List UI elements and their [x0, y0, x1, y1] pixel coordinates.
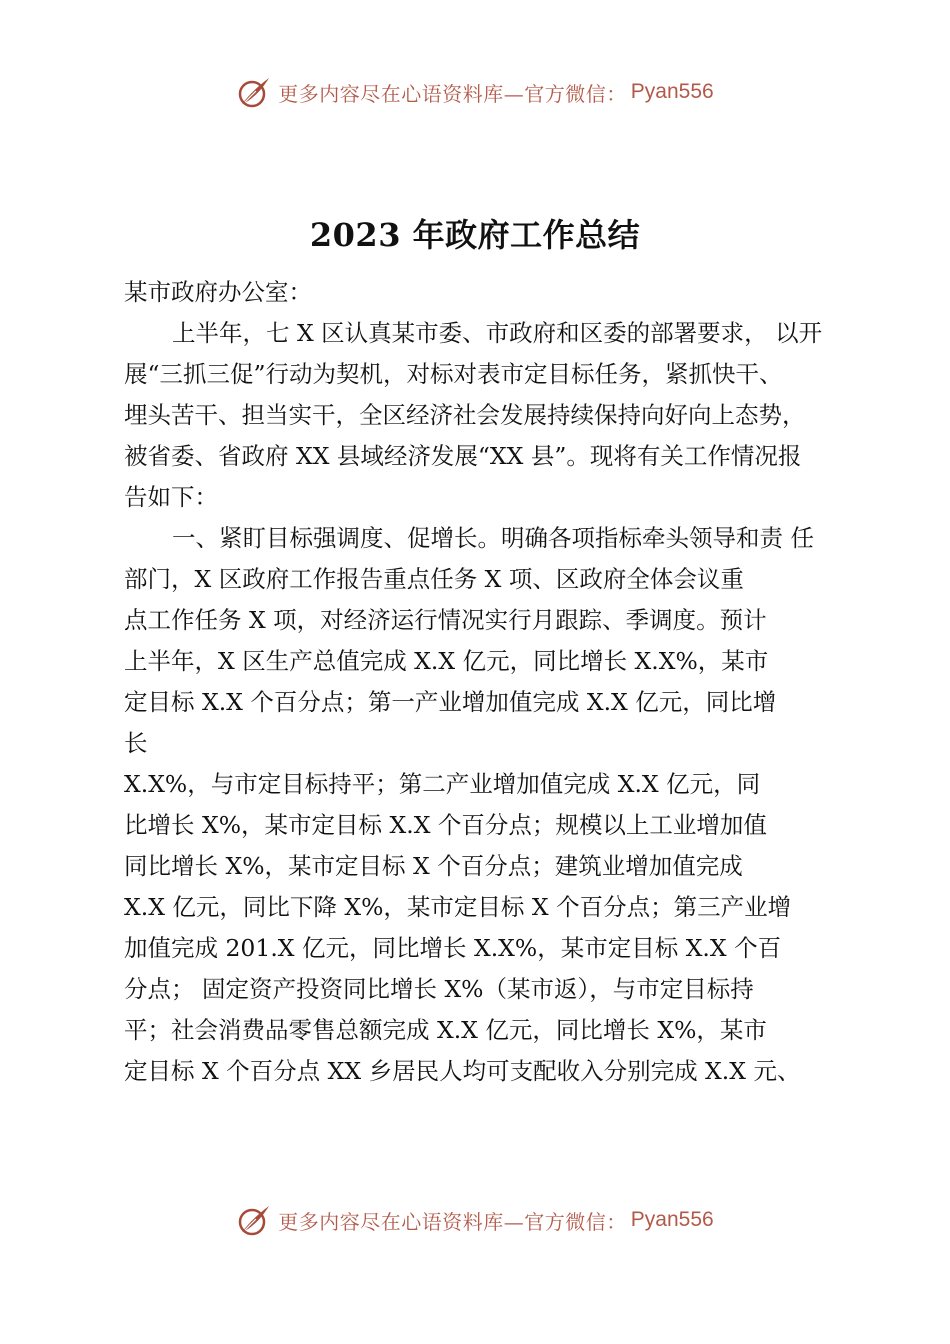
- body-line: 上半年，X 区生产总值完成 X.X 亿元，同比增长 X.X%，某市: [124, 647, 769, 675]
- header-watermark: [0, 72, 950, 112]
- body-line: 定目标 X.X 个百分点；第一产业增加值完成 X.X 亿元，同比增: [124, 688, 777, 716]
- quill-logo-icon: [236, 74, 272, 110]
- body-line: 平；社会消费品零售总额完成 X.X 亿元，同比增长 X%，某市: [124, 1016, 767, 1044]
- watermark-text: 更多内容尽在心语资料库—官方微信：: [278, 81, 627, 106]
- body-line: 加值完成 201.X 亿元，同比增长 X.X%，某市定目标 X.X 个百: [124, 934, 782, 962]
- body-line: 上半年，七 X 区认真某市委、市政府和区委的部署要求， 以开: [172, 319, 823, 347]
- body-line: 埋头苦干、担当实干，全区经济社会发展持续保持向好向上态势，: [124, 401, 806, 429]
- watermark-text: 更多内容尽在心语资料库—官方微信：: [278, 1209, 627, 1234]
- body-line: 某市政府办公室：: [124, 278, 312, 306]
- body-line: X.X%，与市定目标持平；第二产业增加值完成 X.X 亿元，同: [124, 770, 761, 798]
- body-line: 比增长 X%，某市定目标 X.X 个百分点；规模以上工业增加值: [124, 811, 767, 839]
- body-line: 长: [124, 729, 148, 757]
- body-line: 点工作任务 X 项，对经济运行情况实行月跟踪、季调度。预计: [124, 606, 767, 634]
- watermark-wechat-id: Pyan556: [630, 1208, 714, 1231]
- body-line: 展“三抓三促”行动为契机，对标对表市定目标任务，紧抓快干、: [124, 360, 783, 388]
- body-line: 分点； 固定资产投资同比增长 X%（某市返），与市定目标持: [124, 975, 754, 1003]
- document-body: [124, 272, 844, 1092]
- document-title: 2023 年政府工作总结: [309, 216, 641, 254]
- body-line: 同比增长 X%，某市定目标 X 个百分点；建筑业增加值完成: [124, 852, 743, 880]
- body-line: 部门，X 区政府工作报告重点任务 X 项、区政府全体会议重: [124, 565, 744, 593]
- footer-watermark: [0, 1200, 950, 1240]
- body-line: 一、紧盯目标强调度、促增长。明确各项指标牵头领导和责 任: [172, 524, 814, 552]
- body-line: X.X 亿元，同比下降 X%，某市定目标 X 个百分点；第三产业增: [124, 893, 792, 921]
- body-line: 告如下：: [124, 483, 218, 511]
- quill-logo-icon: [236, 1202, 272, 1238]
- body-line: 定目标 X 个百分点 XX 乡居民人均可支配收入分别完成 X.X 元、: [124, 1057, 801, 1085]
- watermark-wechat-id: Pyan556: [630, 80, 714, 103]
- body-line: 被省委、省政府 XX 县域经济发展“XX 县”。现将有关工作情况报: [124, 442, 802, 470]
